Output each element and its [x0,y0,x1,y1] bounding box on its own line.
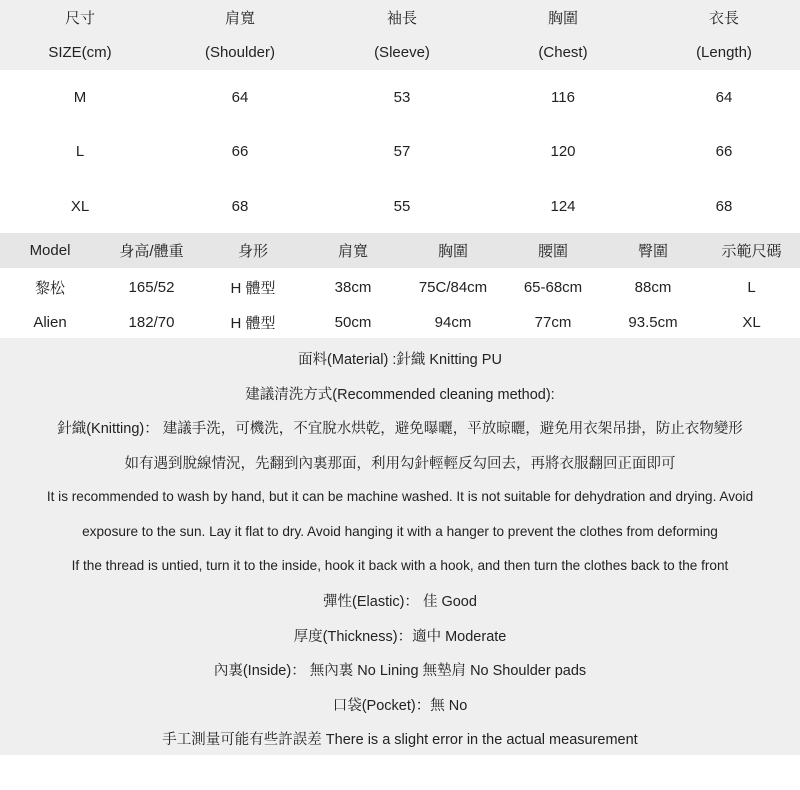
size-cell: 57 [393,143,411,160]
size-header-shoulder-en: (Shoulder) [204,44,276,61]
size-cell: XL [70,198,90,215]
size-cell: 124 [550,198,576,215]
size-row-m [0,80,800,115]
model-cell: 94cm [434,313,472,331]
size-cell: 116 [551,89,575,106]
size-cell: 55 [393,198,411,215]
model-cell: 65-68cm [523,278,583,296]
size-header-sleeve-en: (Sleeve) [374,44,430,61]
size-header-chest-en: (Chest) [538,44,588,61]
model-cell: 75C/84cm [418,278,488,296]
size-cell: 68 [231,198,249,215]
model-header-shoulder: 肩寬 [337,243,368,260]
model-cell: H 體型 [230,314,276,332]
model-cell: 黎松 [34,279,65,297]
model-row-1 [0,270,800,304]
size-cell: L [75,143,85,160]
size-cell: 64 [231,89,249,106]
pocket-line: 口袋(Pocket)：無 No [332,697,468,714]
measurement-note: 手工測量可能有些許誤差 There is a slight error in the actual measurement [162,731,638,748]
model-table-header [0,233,800,268]
size-header-shoulder-zh: 肩寬 [224,10,255,27]
size-header-zh-row [0,0,800,35]
size-header-length-zh: 衣長 [708,10,739,27]
model-cell: 50cm [334,313,372,331]
material-line: 面料(Material) :針織 Knitting PU [298,351,502,368]
model-row-2 [0,305,800,339]
model-cell: 93.5cm [628,313,678,331]
size-cell: M [73,89,87,106]
model-header-hip: 臀圍 [637,243,668,260]
care-en-line-3: If the thread is untied, turn it to the inside, hook it back with a hook, and then turn the clothes back to the front [71,557,729,573]
size-header-size-en: SIZE(cm) [48,44,112,61]
size-cell: 68 [715,198,733,215]
model-cell: XL [742,313,761,331]
size-header-en-row [0,35,800,70]
knitting-care-zh: 針織(Knitting)： 建議手洗，可機洗，不宜脫水烘乾，避免曝曬，平放晾曬，避免用衣架吊掛，防止衣物變形 [57,420,743,437]
elastic-line: 彈性(Elastic)： 佳 Good [323,593,477,610]
thread-care-zh: 如有遇到脫線情況，先翻到內裏那面，利用勾針輕輕反勾回去，再將衣服翻回正面即可 [124,455,676,472]
model-header-model: Model [29,242,71,259]
size-header-length-en: (Length) [696,44,752,61]
size-header-chest-zh: 胸圍 [547,10,578,27]
product-info-block [0,338,800,755]
model-cell: H 體型 [230,279,276,297]
size-cell: 53 [393,89,411,106]
model-cell: 165/52 [128,278,175,296]
size-table-header [0,0,800,70]
model-cell: 77cm [534,313,572,331]
model-header-size: 示範尺碼 [721,243,782,260]
model-header-height-weight: 身高/體重 [119,243,184,260]
model-header-body-type: 身形 [237,243,268,260]
size-cell: 66 [231,143,249,160]
model-cell: L [747,278,756,296]
model-header-chest: 胸圍 [437,243,468,260]
model-cell: 38cm [334,278,372,296]
model-cell: Alien [33,313,67,331]
care-en-line-2: exposure to the sun. Lay it flat to dry. Avoid hanging it with a hanger to prevent the clothes from deforming [82,523,718,539]
model-cell: 182/70 [128,313,175,331]
size-row-l [0,134,800,169]
model-header-waist: 腰圍 [537,243,568,260]
size-header-sleeve-zh: 袖長 [386,10,417,27]
size-cell: 120 [550,143,576,160]
cleaning-title: 建議清洗方式(Recommended cleaning method): [245,386,555,403]
care-en-line-1: It is recommended to wash by hand, but it can be machine washed. It is not suitable for dehydration and drying. Avoid [46,488,754,504]
size-header-size-zh: 尺寸 [64,10,95,27]
size-row-xl [0,189,800,224]
size-cell: 66 [715,143,733,160]
model-cell: 88cm [634,278,672,296]
size-cell: 64 [715,89,733,106]
inside-line: 內裏(Inside)： 無內裏 No Lining 無墊肩 No Shoulder pads [213,662,587,679]
thickness-line: 厚度(Thickness)：適中 Moderate [293,628,507,645]
